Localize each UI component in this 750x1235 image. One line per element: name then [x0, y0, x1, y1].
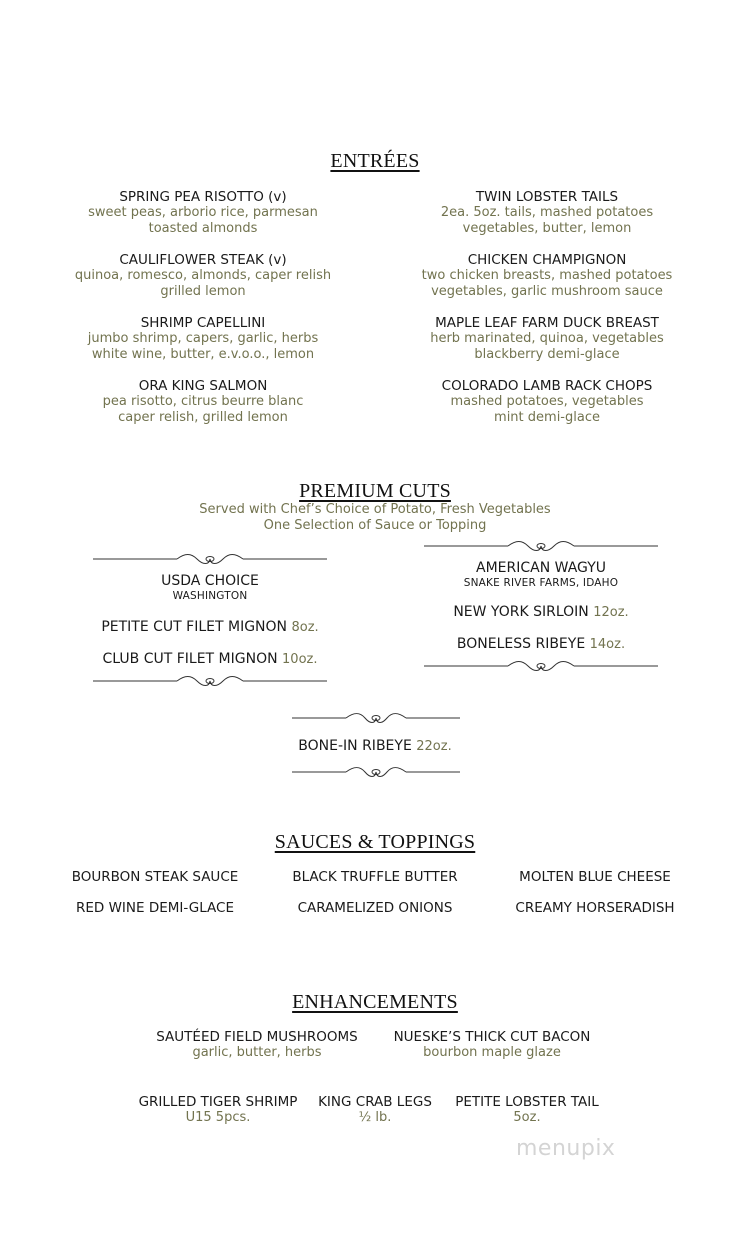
menu-item-name: MAPLE LEAF FARM DUCK BREAST	[435, 315, 659, 331]
menu-item-desc: vegetables, butter, lemon	[462, 221, 632, 236]
usda-origin: WASHINGTON	[172, 590, 248, 602]
menu-item-name: CHICKEN CHAMPIGNON	[467, 252, 627, 268]
menu-item-name: SPRING PEA RISOTTO (v)	[119, 189, 287, 205]
steak-cut-size: 14oz.	[589, 637, 626, 652]
steak-cut-size: 10oz.	[282, 652, 318, 667]
american-wagyu-title: AMERICAN WAGYU	[476, 560, 606, 576]
flourish-divider-icon	[424, 539, 658, 553]
menu-item-desc: herb marinated, quinoa, vegetables	[430, 331, 664, 346]
entrees-right-column	[397, 189, 697, 441]
menu-item-desc: vegetables, garlic mushroom sauce	[431, 284, 663, 299]
menu-item	[397, 378, 697, 426]
steak-cut-name: PETITE CUT FILET MIGNON	[101, 619, 288, 635]
flourish-divider-icon	[93, 674, 327, 688]
sauce-item: CARAMELIZED ONIONS	[297, 900, 453, 916]
enhancement-item	[372, 1029, 612, 1061]
entrees-left-column	[53, 189, 353, 441]
enhancement-name: NUESKE’S THICK CUT BACON	[393, 1029, 591, 1045]
steak-cut-name: BONE-IN RIBEYE	[298, 738, 412, 754]
usda-choice-title: USDA CHOICE	[161, 573, 259, 589]
enhancement-desc: 5oz.	[513, 1110, 541, 1125]
menu-item-desc: sweet peas, arborio rice, parmesan	[88, 205, 318, 220]
wagyu-origin: SNAKE RIVER FARMS, IDAHO	[463, 577, 619, 589]
menu-item-desc: grilled lemon	[160, 284, 246, 299]
enhancement-name: KING CRAB LEGS	[318, 1094, 432, 1110]
menu-item-name: COLORADO LAMB RACK CHOPS	[441, 378, 653, 394]
menu-item	[53, 252, 353, 300]
enhancement-item	[305, 1094, 445, 1126]
menu-item-desc: quinoa, romesco, almonds, caper relish	[74, 268, 332, 283]
menu-item-name: TWIN LOBSTER TAILS	[475, 189, 619, 205]
menu-item	[397, 252, 697, 300]
entrees-heading: ENTRÉES	[330, 150, 420, 172]
menu-item-desc: blackberry demi-glace	[474, 347, 620, 362]
sauces-heading: SAUCES & TOPPINGS	[274, 831, 476, 853]
menu-item-desc: toasted almonds	[148, 221, 258, 236]
steak-cut	[93, 651, 327, 667]
sauce-item: MOLTEN BLUE CHEESE	[519, 869, 671, 885]
menu-item	[53, 378, 353, 426]
steak-cut-size: 8oz.	[291, 620, 319, 635]
steak-cut	[424, 636, 658, 652]
premium-cuts-heading: PREMIUM CUTS	[299, 480, 451, 502]
enhancement-desc: ½ lb.	[358, 1110, 392, 1125]
menu-item-desc: 2ea. 5oz. tails, mashed potatoes	[440, 205, 654, 220]
menu-item-name: SHRIMP CAPELLINI	[140, 315, 266, 331]
menu-item	[397, 189, 697, 237]
flourish-divider-icon	[424, 659, 658, 673]
enhancement-desc: garlic, butter, herbs	[192, 1045, 322, 1060]
menu-item-name: CAULIFLOWER STEAK (v)	[119, 252, 287, 268]
menu-item	[53, 189, 353, 237]
menu-item	[397, 315, 697, 363]
menu-item-desc: mashed potatoes, vegetables	[450, 394, 644, 409]
enhancement-name: SAUTÉED FIELD MUSHROOMS	[156, 1029, 358, 1045]
enhancement-desc: bourbon maple glaze	[423, 1045, 561, 1060]
steak-cut-size: 12oz.	[593, 605, 629, 620]
menu-item-desc: caper relish, grilled lemon	[118, 410, 288, 425]
premium-subtitle-line: One Selection of Sauce or Topping	[263, 518, 487, 533]
steak-cut-name: NEW YORK SIRLOIN	[453, 604, 589, 620]
menu-item-desc: pea risotto, citrus beurre blanc	[102, 394, 304, 409]
enhancement-desc: U15 5pcs.	[185, 1110, 251, 1125]
premium-subtitle-line: Served with Chef’s Choice of Potato, Fresh Vegetables	[199, 502, 551, 517]
steak-cut-size: 22oz.	[416, 739, 452, 754]
flourish-divider-icon	[292, 765, 460, 779]
steak-cut-name: CLUB CUT FILET MIGNON	[102, 651, 278, 667]
menu-item-desc: jumbo shrimp, capers, garlic, herbs	[87, 331, 319, 346]
menu-item-desc: two chicken breasts, mashed potatoes	[421, 268, 673, 283]
enhancement-item	[133, 1094, 303, 1126]
steak-cut-name: BONELESS RIBEYE	[456, 636, 586, 652]
enhancement-item	[137, 1029, 377, 1061]
menu-item	[53, 315, 353, 363]
steak-cut	[93, 619, 327, 635]
enhancement-item	[447, 1094, 607, 1126]
menu-item-desc: white wine, butter, e.v.o.o., lemon	[91, 347, 315, 362]
flourish-divider-icon	[292, 711, 460, 725]
enhancements-heading: ENHANCEMENTS	[292, 991, 458, 1013]
sauce-item: BOURBON STEAK SAUCE	[71, 869, 239, 885]
menu-item-name: ORA KING SALMON	[138, 378, 268, 394]
steak-cut	[424, 604, 658, 620]
sauce-item: BLACK TRUFFLE BUTTER	[292, 869, 458, 885]
steak-cut	[225, 738, 525, 754]
flourish-divider-icon	[93, 552, 327, 566]
sauce-item: CREAMY HORSERADISH	[515, 900, 675, 916]
sauce-item: RED WINE DEMI-GLACE	[75, 900, 234, 916]
enhancement-name: PETITE LOBSTER TAIL	[455, 1094, 599, 1110]
watermark-logo: menupix	[516, 1136, 616, 1161]
menu-item-desc: mint demi-glace	[494, 410, 600, 425]
enhancement-name: GRILLED TIGER SHRIMP	[138, 1094, 298, 1110]
